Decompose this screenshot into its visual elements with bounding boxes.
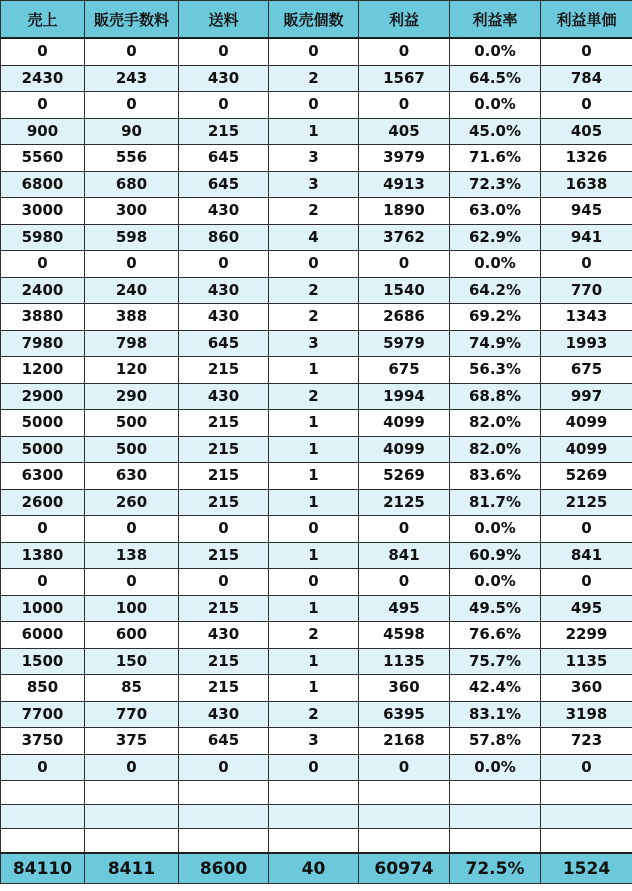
cell-profit[interactable]: 0 xyxy=(359,251,450,278)
total-profit-per-unit[interactable]: 1524 xyxy=(541,853,632,884)
cell-sales[interactable]: 5560 xyxy=(1,145,85,172)
cell-profit-per-unit[interactable]: 2125 xyxy=(541,489,632,516)
cell-profit-per-unit[interactable]: 675 xyxy=(541,357,632,384)
cell-units-sold[interactable]: 1 xyxy=(269,463,359,490)
empty-cell[interactable] xyxy=(1,781,85,805)
empty-cell[interactable] xyxy=(541,805,632,829)
cell-sales[interactable]: 0 xyxy=(1,516,85,543)
empty-cell[interactable] xyxy=(450,829,541,854)
cell-sales-fee[interactable]: 290 xyxy=(85,383,179,410)
cell-shipping[interactable]: 215 xyxy=(179,542,269,569)
empty-cell[interactable] xyxy=(359,829,450,854)
cell-profit-per-unit[interactable]: 495 xyxy=(541,595,632,622)
cell-profit-per-unit[interactable]: 997 xyxy=(541,383,632,410)
cell-profit-rate[interactable]: 64.5% xyxy=(450,65,541,92)
cell-sales-fee[interactable]: 120 xyxy=(85,357,179,384)
cell-units-sold[interactable]: 3 xyxy=(269,330,359,357)
cell-sales-fee[interactable]: 243 xyxy=(85,65,179,92)
cell-sales[interactable]: 6000 xyxy=(1,622,85,649)
table-row xyxy=(1,224,632,251)
table-row xyxy=(1,330,632,357)
table-row xyxy=(1,622,632,649)
cell-profit-per-unit[interactable]: 770 xyxy=(541,277,632,304)
empty-cell[interactable] xyxy=(1,829,85,854)
empty-cell[interactable] xyxy=(269,829,359,854)
cell-sales[interactable]: 6300 xyxy=(1,463,85,490)
cell-profit[interactable]: 0 xyxy=(359,569,450,596)
cell-profit-rate[interactable]: 69.2% xyxy=(450,304,541,331)
table-row xyxy=(1,304,632,331)
cell-profit-rate[interactable]: 0.0% xyxy=(450,516,541,543)
cell-profit[interactable]: 360 xyxy=(359,675,450,702)
cell-shipping[interactable]: 215 xyxy=(179,489,269,516)
cell-profit[interactable]: 2125 xyxy=(359,489,450,516)
empty-cell[interactable] xyxy=(359,781,450,805)
cell-profit-rate[interactable]: 71.6% xyxy=(450,145,541,172)
empty-cell[interactable] xyxy=(541,781,632,805)
cell-sales[interactable]: 3000 xyxy=(1,198,85,225)
cell-units-sold[interactable]: 1 xyxy=(269,357,359,384)
cell-profit-rate[interactable]: 42.4% xyxy=(450,675,541,702)
total-sales-fee[interactable]: 8411 xyxy=(85,853,179,884)
cell-profit-per-unit[interactable]: 784 xyxy=(541,65,632,92)
empty-cell[interactable] xyxy=(359,805,450,829)
cell-units-sold[interactable]: 2 xyxy=(269,383,359,410)
cell-profit-rate[interactable]: 57.8% xyxy=(450,728,541,755)
cell-profit-per-unit[interactable]: 0 xyxy=(541,92,632,119)
cell-profit-rate[interactable]: 83.6% xyxy=(450,463,541,490)
cell-profit[interactable]: 0 xyxy=(359,516,450,543)
table-row xyxy=(1,357,632,384)
cell-profit[interactable]: 1994 xyxy=(359,383,450,410)
cell-sales[interactable]: 0 xyxy=(1,569,85,596)
cell-shipping[interactable]: 215 xyxy=(179,595,269,622)
cell-profit[interactable]: 4913 xyxy=(359,171,450,198)
empty-cell[interactable] xyxy=(179,805,269,829)
cell-profit[interactable]: 841 xyxy=(359,542,450,569)
empty-cell[interactable] xyxy=(541,829,632,854)
empty-cell[interactable] xyxy=(85,805,179,829)
cell-profit-per-unit[interactable]: 1638 xyxy=(541,171,632,198)
table-body xyxy=(1,38,632,853)
cell-profit[interactable]: 405 xyxy=(359,118,450,145)
cell-profit-rate[interactable]: 63.0% xyxy=(450,198,541,225)
header-units-sold[interactable]: 販売個数 xyxy=(269,1,359,39)
cell-profit[interactable]: 4099 xyxy=(359,410,450,437)
cell-sales-fee[interactable]: 0 xyxy=(85,38,179,65)
table-row xyxy=(1,436,632,463)
cell-units-sold[interactable]: 0 xyxy=(269,251,359,278)
cell-sales-fee[interactable]: 798 xyxy=(85,330,179,357)
cell-shipping[interactable]: 215 xyxy=(179,463,269,490)
empty-row xyxy=(1,781,632,805)
cell-profit-per-unit[interactable]: 723 xyxy=(541,728,632,755)
cell-shipping[interactable]: 645 xyxy=(179,145,269,172)
cell-profit-per-unit[interactable]: 4099 xyxy=(541,410,632,437)
empty-cell[interactable] xyxy=(450,805,541,829)
cell-sales[interactable]: 7700 xyxy=(1,701,85,728)
table-row xyxy=(1,569,632,596)
cell-shipping[interactable]: 430 xyxy=(179,383,269,410)
cell-profit-per-unit[interactable]: 0 xyxy=(541,569,632,596)
cell-shipping[interactable]: 860 xyxy=(179,224,269,251)
cell-profit-per-unit[interactable]: 0 xyxy=(541,516,632,543)
cell-shipping[interactable]: 0 xyxy=(179,38,269,65)
cell-units-sold[interactable]: 2 xyxy=(269,65,359,92)
cell-sales[interactable]: 3750 xyxy=(1,728,85,755)
cell-profit-rate[interactable]: 56.3% xyxy=(450,357,541,384)
cell-profit-per-unit[interactable]: 360 xyxy=(541,675,632,702)
table-row xyxy=(1,675,632,702)
header-profit[interactable]: 利益 xyxy=(359,1,450,39)
total-shipping[interactable]: 8600 xyxy=(179,853,269,884)
cell-units-sold[interactable]: 0 xyxy=(269,516,359,543)
table-row xyxy=(1,410,632,437)
cell-units-sold[interactable]: 1 xyxy=(269,648,359,675)
cell-sales-fee[interactable]: 138 xyxy=(85,542,179,569)
cell-units-sold[interactable]: 2 xyxy=(269,701,359,728)
header-row xyxy=(1,1,632,39)
cell-sales[interactable]: 7980 xyxy=(1,330,85,357)
cell-profit[interactable]: 6395 xyxy=(359,701,450,728)
cell-profit[interactable]: 2168 xyxy=(359,728,450,755)
cell-shipping[interactable]: 0 xyxy=(179,251,269,278)
table-row xyxy=(1,648,632,675)
cell-sales-fee[interactable]: 100 xyxy=(85,595,179,622)
table-row xyxy=(1,118,632,145)
cell-units-sold[interactable]: 0 xyxy=(269,569,359,596)
cell-shipping[interactable]: 215 xyxy=(179,675,269,702)
cell-sales[interactable]: 0 xyxy=(1,92,85,119)
table-row xyxy=(1,542,632,569)
cell-profit-per-unit[interactable]: 1135 xyxy=(541,648,632,675)
cell-profit-per-unit[interactable]: 4099 xyxy=(541,436,632,463)
table-row xyxy=(1,754,632,781)
cell-sales[interactable]: 2600 xyxy=(1,489,85,516)
cell-shipping[interactable]: 645 xyxy=(179,171,269,198)
cell-sales-fee[interactable]: 630 xyxy=(85,463,179,490)
cell-sales-fee[interactable]: 598 xyxy=(85,224,179,251)
cell-shipping[interactable]: 215 xyxy=(179,410,269,437)
cell-profit-per-unit[interactable]: 1326 xyxy=(541,145,632,172)
cell-profit[interactable]: 1135 xyxy=(359,648,450,675)
header-sales[interactable]: 売上 xyxy=(1,1,85,39)
cell-profit-rate[interactable]: 81.7% xyxy=(450,489,541,516)
table-row xyxy=(1,595,632,622)
cell-units-sold[interactable]: 0 xyxy=(269,754,359,781)
cell-units-sold[interactable]: 1 xyxy=(269,595,359,622)
cell-profit[interactable]: 1540 xyxy=(359,277,450,304)
table-row xyxy=(1,516,632,543)
cell-profit-rate[interactable]: 0.0% xyxy=(450,569,541,596)
total-sales[interactable]: 84110 xyxy=(1,853,85,884)
cell-sales[interactable]: 1000 xyxy=(1,595,85,622)
cell-units-sold[interactable]: 0 xyxy=(269,92,359,119)
cell-shipping[interactable]: 430 xyxy=(179,65,269,92)
table-row xyxy=(1,383,632,410)
cell-profit-rate[interactable]: 45.0% xyxy=(450,118,541,145)
cell-sales-fee[interactable]: 500 xyxy=(85,436,179,463)
cell-units-sold[interactable]: 2 xyxy=(269,304,359,331)
cell-units-sold[interactable]: 3 xyxy=(269,145,359,172)
totals-row xyxy=(1,853,632,884)
cell-sales[interactable]: 1380 xyxy=(1,542,85,569)
cell-shipping[interactable]: 215 xyxy=(179,357,269,384)
cell-sales-fee[interactable]: 556 xyxy=(85,145,179,172)
cell-sales[interactable]: 1200 xyxy=(1,357,85,384)
cell-profit-per-unit[interactable]: 5269 xyxy=(541,463,632,490)
table-row xyxy=(1,489,632,516)
cell-shipping[interactable]: 430 xyxy=(179,277,269,304)
cell-shipping[interactable]: 430 xyxy=(179,622,269,649)
cell-sales-fee[interactable]: 600 xyxy=(85,622,179,649)
cell-profit[interactable]: 4099 xyxy=(359,436,450,463)
empty-cell[interactable] xyxy=(85,829,179,854)
table-row xyxy=(1,277,632,304)
cell-profit-rate[interactable]: 0.0% xyxy=(450,754,541,781)
cell-shipping[interactable]: 430 xyxy=(179,304,269,331)
cell-profit-rate[interactable]: 83.1% xyxy=(450,701,541,728)
cell-profit-rate[interactable]: 82.0% xyxy=(450,436,541,463)
header-profit-rate[interactable]: 利益率 xyxy=(450,1,541,39)
cell-sales-fee[interactable]: 0 xyxy=(85,569,179,596)
cell-profit-per-unit[interactable]: 1993 xyxy=(541,330,632,357)
cell-profit[interactable]: 5269 xyxy=(359,463,450,490)
table-row xyxy=(1,463,632,490)
table-row xyxy=(1,251,632,278)
cell-profit-rate[interactable]: 68.8% xyxy=(450,383,541,410)
cell-profit[interactable]: 1890 xyxy=(359,198,450,225)
cell-shipping[interactable]: 645 xyxy=(179,330,269,357)
cell-shipping[interactable]: 215 xyxy=(179,436,269,463)
table-row xyxy=(1,171,632,198)
cell-units-sold[interactable]: 0 xyxy=(269,38,359,65)
table-row xyxy=(1,701,632,728)
cell-profit-per-unit[interactable]: 0 xyxy=(541,754,632,781)
table-row xyxy=(1,145,632,172)
cell-shipping[interactable]: 0 xyxy=(179,569,269,596)
header-profit-per-unit[interactable]: 利益単価 xyxy=(541,1,632,39)
cell-profit-rate[interactable]: 62.9% xyxy=(450,224,541,251)
total-profit[interactable]: 60974 xyxy=(359,853,450,884)
cell-profit-per-unit[interactable]: 0 xyxy=(541,38,632,65)
cell-sales-fee[interactable]: 375 xyxy=(85,728,179,755)
cell-sales[interactable]: 2900 xyxy=(1,383,85,410)
cell-units-sold[interactable]: 3 xyxy=(269,728,359,755)
cell-sales-fee[interactable]: 0 xyxy=(85,92,179,119)
cell-profit-rate[interactable]: 0.0% xyxy=(450,92,541,119)
cell-sales[interactable]: 2430 xyxy=(1,65,85,92)
cell-profit[interactable]: 2686 xyxy=(359,304,450,331)
cell-profit[interactable]: 3979 xyxy=(359,145,450,172)
cell-sales[interactable]: 5000 xyxy=(1,410,85,437)
cell-shipping[interactable]: 0 xyxy=(179,516,269,543)
cell-profit[interactable]: 675 xyxy=(359,357,450,384)
cell-sales-fee[interactable]: 260 xyxy=(85,489,179,516)
cell-sales[interactable]: 5980 xyxy=(1,224,85,251)
cell-profit[interactable]: 4598 xyxy=(359,622,450,649)
cell-sales[interactable]: 5000 xyxy=(1,436,85,463)
cell-sales-fee[interactable]: 0 xyxy=(85,516,179,543)
empty-cell[interactable] xyxy=(1,805,85,829)
cell-sales-fee[interactable]: 300 xyxy=(85,198,179,225)
header-sales-fee[interactable]: 販売手数料 xyxy=(85,1,179,39)
cell-profit[interactable]: 3762 xyxy=(359,224,450,251)
cell-sales[interactable]: 6800 xyxy=(1,171,85,198)
cell-profit[interactable]: 1567 xyxy=(359,65,450,92)
cell-sales-fee[interactable]: 240 xyxy=(85,277,179,304)
cell-sales-fee[interactable]: 680 xyxy=(85,171,179,198)
empty-row xyxy=(1,805,632,829)
cell-sales[interactable]: 0 xyxy=(1,38,85,65)
cell-units-sold[interactable]: 4 xyxy=(269,224,359,251)
cell-profit-per-unit[interactable]: 3198 xyxy=(541,701,632,728)
empty-cell[interactable] xyxy=(269,805,359,829)
cell-profit-per-unit[interactable]: 2299 xyxy=(541,622,632,649)
empty-cell[interactable] xyxy=(269,781,359,805)
table-row xyxy=(1,198,632,225)
cell-sales-fee[interactable]: 0 xyxy=(85,251,179,278)
cell-units-sold[interactable]: 1 xyxy=(269,410,359,437)
cell-shipping[interactable]: 430 xyxy=(179,701,269,728)
table-row xyxy=(1,65,632,92)
empty-cell[interactable] xyxy=(450,781,541,805)
table-row xyxy=(1,92,632,119)
cell-units-sold[interactable]: 1 xyxy=(269,675,359,702)
cell-profit[interactable]: 5979 xyxy=(359,330,450,357)
cell-profit-rate[interactable]: 75.7% xyxy=(450,648,541,675)
cell-units-sold[interactable]: 2 xyxy=(269,277,359,304)
cell-sales-fee[interactable]: 150 xyxy=(85,648,179,675)
cell-shipping[interactable]: 215 xyxy=(179,118,269,145)
header-shipping[interactable]: 送料 xyxy=(179,1,269,39)
cell-shipping[interactable]: 430 xyxy=(179,198,269,225)
cell-profit-per-unit[interactable]: 945 xyxy=(541,198,632,225)
cell-profit-per-unit[interactable]: 841 xyxy=(541,542,632,569)
empty-row xyxy=(1,829,632,854)
cell-profit-per-unit[interactable]: 0 xyxy=(541,251,632,278)
cell-sales[interactable]: 1500 xyxy=(1,648,85,675)
cell-sales[interactable]: 850 xyxy=(1,675,85,702)
cell-sales[interactable]: 900 xyxy=(1,118,85,145)
cell-shipping[interactable]: 0 xyxy=(179,754,269,781)
cell-shipping[interactable]: 0 xyxy=(179,92,269,119)
cell-units-sold[interactable]: 1 xyxy=(269,118,359,145)
cell-units-sold[interactable]: 3 xyxy=(269,171,359,198)
cell-profit[interactable]: 0 xyxy=(359,92,450,119)
empty-cell[interactable] xyxy=(85,781,179,805)
cell-sales[interactable]: 0 xyxy=(1,251,85,278)
cell-units-sold[interactable]: 1 xyxy=(269,542,359,569)
total-profit-rate[interactable]: 72.5% xyxy=(450,853,541,884)
cell-profit-rate[interactable]: 82.0% xyxy=(450,410,541,437)
empty-cell[interactable] xyxy=(179,829,269,854)
cell-profit-per-unit[interactable]: 405 xyxy=(541,118,632,145)
cell-sales[interactable]: 3880 xyxy=(1,304,85,331)
cell-profit[interactable]: 0 xyxy=(359,754,450,781)
cell-sales-fee[interactable]: 90 xyxy=(85,118,179,145)
cell-sales[interactable]: 2400 xyxy=(1,277,85,304)
cell-profit-rate[interactable]: 49.5% xyxy=(450,595,541,622)
cell-units-sold[interactable]: 1 xyxy=(269,489,359,516)
table-row xyxy=(1,38,632,65)
cell-sales-fee[interactable]: 0 xyxy=(85,754,179,781)
empty-cell[interactable] xyxy=(179,781,269,805)
cell-profit[interactable]: 495 xyxy=(359,595,450,622)
cell-sales-fee[interactable]: 388 xyxy=(85,304,179,331)
cell-units-sold[interactable]: 2 xyxy=(269,622,359,649)
cell-profit-per-unit[interactable]: 941 xyxy=(541,224,632,251)
cell-shipping[interactable]: 645 xyxy=(179,728,269,755)
cell-profit-rate[interactable]: 72.3% xyxy=(450,171,541,198)
cell-profit-per-unit[interactable]: 1343 xyxy=(541,304,632,331)
cell-sales-fee[interactable]: 500 xyxy=(85,410,179,437)
cell-units-sold[interactable]: 2 xyxy=(269,198,359,225)
cell-profit-rate[interactable]: 64.2% xyxy=(450,277,541,304)
cell-units-sold[interactable]: 1 xyxy=(269,436,359,463)
cell-profit-rate[interactable]: 76.6% xyxy=(450,622,541,649)
cell-profit-rate[interactable]: 0.0% xyxy=(450,251,541,278)
cell-shipping[interactable]: 215 xyxy=(179,648,269,675)
cell-sales-fee[interactable]: 770 xyxy=(85,701,179,728)
table-row xyxy=(1,728,632,755)
total-units-sold[interactable]: 40 xyxy=(269,853,359,884)
cell-profit[interactable]: 0 xyxy=(359,38,450,65)
cell-profit-rate[interactable]: 0.0% xyxy=(450,38,541,65)
cell-sales-fee[interactable]: 85 xyxy=(85,675,179,702)
cell-sales[interactable]: 0 xyxy=(1,754,85,781)
cell-profit-rate[interactable]: 74.9% xyxy=(450,330,541,357)
cell-profit-rate[interactable]: 60.9% xyxy=(450,542,541,569)
